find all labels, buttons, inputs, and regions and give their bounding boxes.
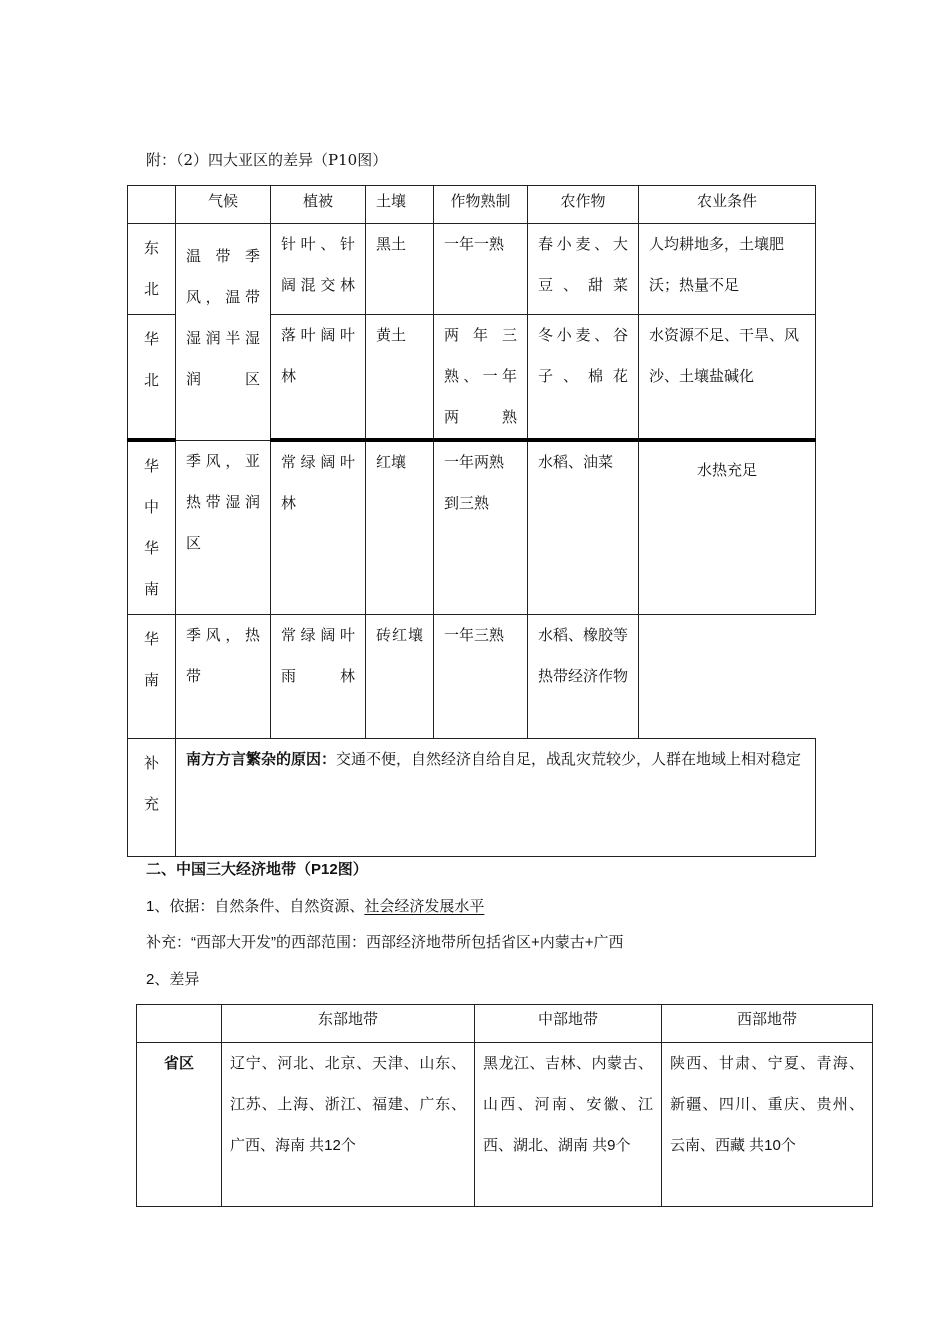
row-label: 省区 — [137, 1043, 222, 1207]
supplement-text: 交通不便，自然经济自给自足，战乱灾荒较少，人群在地域上相对稳定 — [336, 750, 802, 768]
supplement-line: 补充：“西部大开发”的西部范围：西部经济地带所包括省区+内蒙古+广西 — [146, 934, 624, 951]
region-label: 东北 — [128, 224, 176, 315]
conditions-cell-empty — [639, 615, 816, 739]
soil-cell: 砖红壤 — [366, 615, 434, 739]
climate-cell: 季风，热带 — [176, 615, 271, 739]
conditions-cell: 人均耕地多，土壤肥沃；热量不足 — [639, 224, 816, 315]
cropping-cell: 一年一熟 — [434, 224, 528, 315]
header-west: 西部地带 — [662, 1005, 873, 1043]
basis-underlined: 社会经济发展水平 — [364, 898, 485, 915]
region-label: 华中华南 — [128, 440, 176, 615]
west-cell: 陕西、甘肃、宁夏、青海、新疆、四川、重庆、贵州、云南、西藏 共10个 — [662, 1043, 873, 1207]
economic-belt-table — [136, 1004, 873, 1207]
vegetation-cell: 针叶、针阔混交林 — [271, 224, 366, 315]
table-header-row — [128, 186, 816, 224]
header-cell — [137, 1005, 222, 1043]
header-cell — [128, 186, 176, 224]
vegetation-cell: 常绿阔叶林 — [271, 440, 366, 615]
table-row-northeast — [128, 224, 816, 315]
header-vegetation: 植被 — [271, 186, 366, 224]
section1-title: 附：（2）四大亚区的差异（P10图） — [146, 151, 388, 169]
header-climate: 气候 — [176, 186, 271, 224]
crops-cell: 春小麦、大豆、甜菜 — [528, 224, 639, 315]
supplement-cell — [176, 739, 816, 857]
conditions-cell: 水热充足 — [639, 440, 816, 615]
table-row — [137, 1043, 873, 1207]
central-cell: 黑龙江、吉林、内蒙古、山西、河南、安徽、江西、湖北、湖南 共9个 — [475, 1043, 662, 1207]
east-cell: 辽宁、河北、北京、天津、山东、江苏、上海、浙江、福建、广东、广西、海南 共12个 — [222, 1043, 475, 1207]
conditions-cell: 水资源不足、干旱、风沙、土壤盐碱化 — [639, 315, 816, 441]
crops-cell: 水稻、油菜 — [528, 440, 639, 615]
climate-cell: 温带季风，温带湿润半湿润区 — [176, 224, 271, 441]
header-soil: 土壤 — [366, 186, 434, 224]
vegetation-cell: 常绿阔叶雨林 — [271, 615, 366, 739]
region-label: 华南 — [128, 615, 176, 739]
header-east: 东部地带 — [222, 1005, 475, 1043]
header-central: 中部地带 — [475, 1005, 662, 1043]
header-conditions: 农业条件 — [639, 186, 816, 224]
header-cropping: 作物熟制 — [434, 186, 528, 224]
cropping-cell: 一年三熟 — [434, 615, 528, 739]
soil-cell: 黑土 — [366, 224, 434, 315]
section2-title: 二、中国三大经济地带（P12图） — [146, 861, 368, 878]
table-row-central-south — [128, 440, 816, 615]
soil-cell: 黄土 — [366, 315, 434, 441]
basis-line — [146, 897, 484, 917]
table-row-south — [128, 615, 816, 739]
table-header-row — [137, 1005, 873, 1043]
table-row-supplement — [128, 739, 816, 857]
soil-cell: 红壤 — [366, 440, 434, 615]
crops-cell: 水稻、橡胶等热带经济作物 — [528, 615, 639, 739]
subregion-table — [127, 185, 816, 857]
cropping-cell: 一年两熟到三熟 — [434, 440, 528, 615]
crops-cell: 冬小麦、谷子、棉花 — [528, 315, 639, 441]
region-label: 华北 — [128, 315, 176, 441]
vegetation-cell: 落叶阔叶林 — [271, 315, 366, 441]
basis-prefix: 1、依据：自然条件、自然资源、 — [146, 898, 365, 915]
supplement-bold: 南方方言繁杂的原因： — [186, 751, 337, 768]
diff-title: 2、差异 — [146, 971, 200, 988]
supplement-label: 补充 — [128, 739, 176, 857]
header-crops: 农作物 — [528, 186, 639, 224]
climate-cell: 季风，亚热带湿润区 — [176, 440, 271, 615]
cropping-cell: 两年三熟、一年两熟 — [434, 315, 528, 441]
